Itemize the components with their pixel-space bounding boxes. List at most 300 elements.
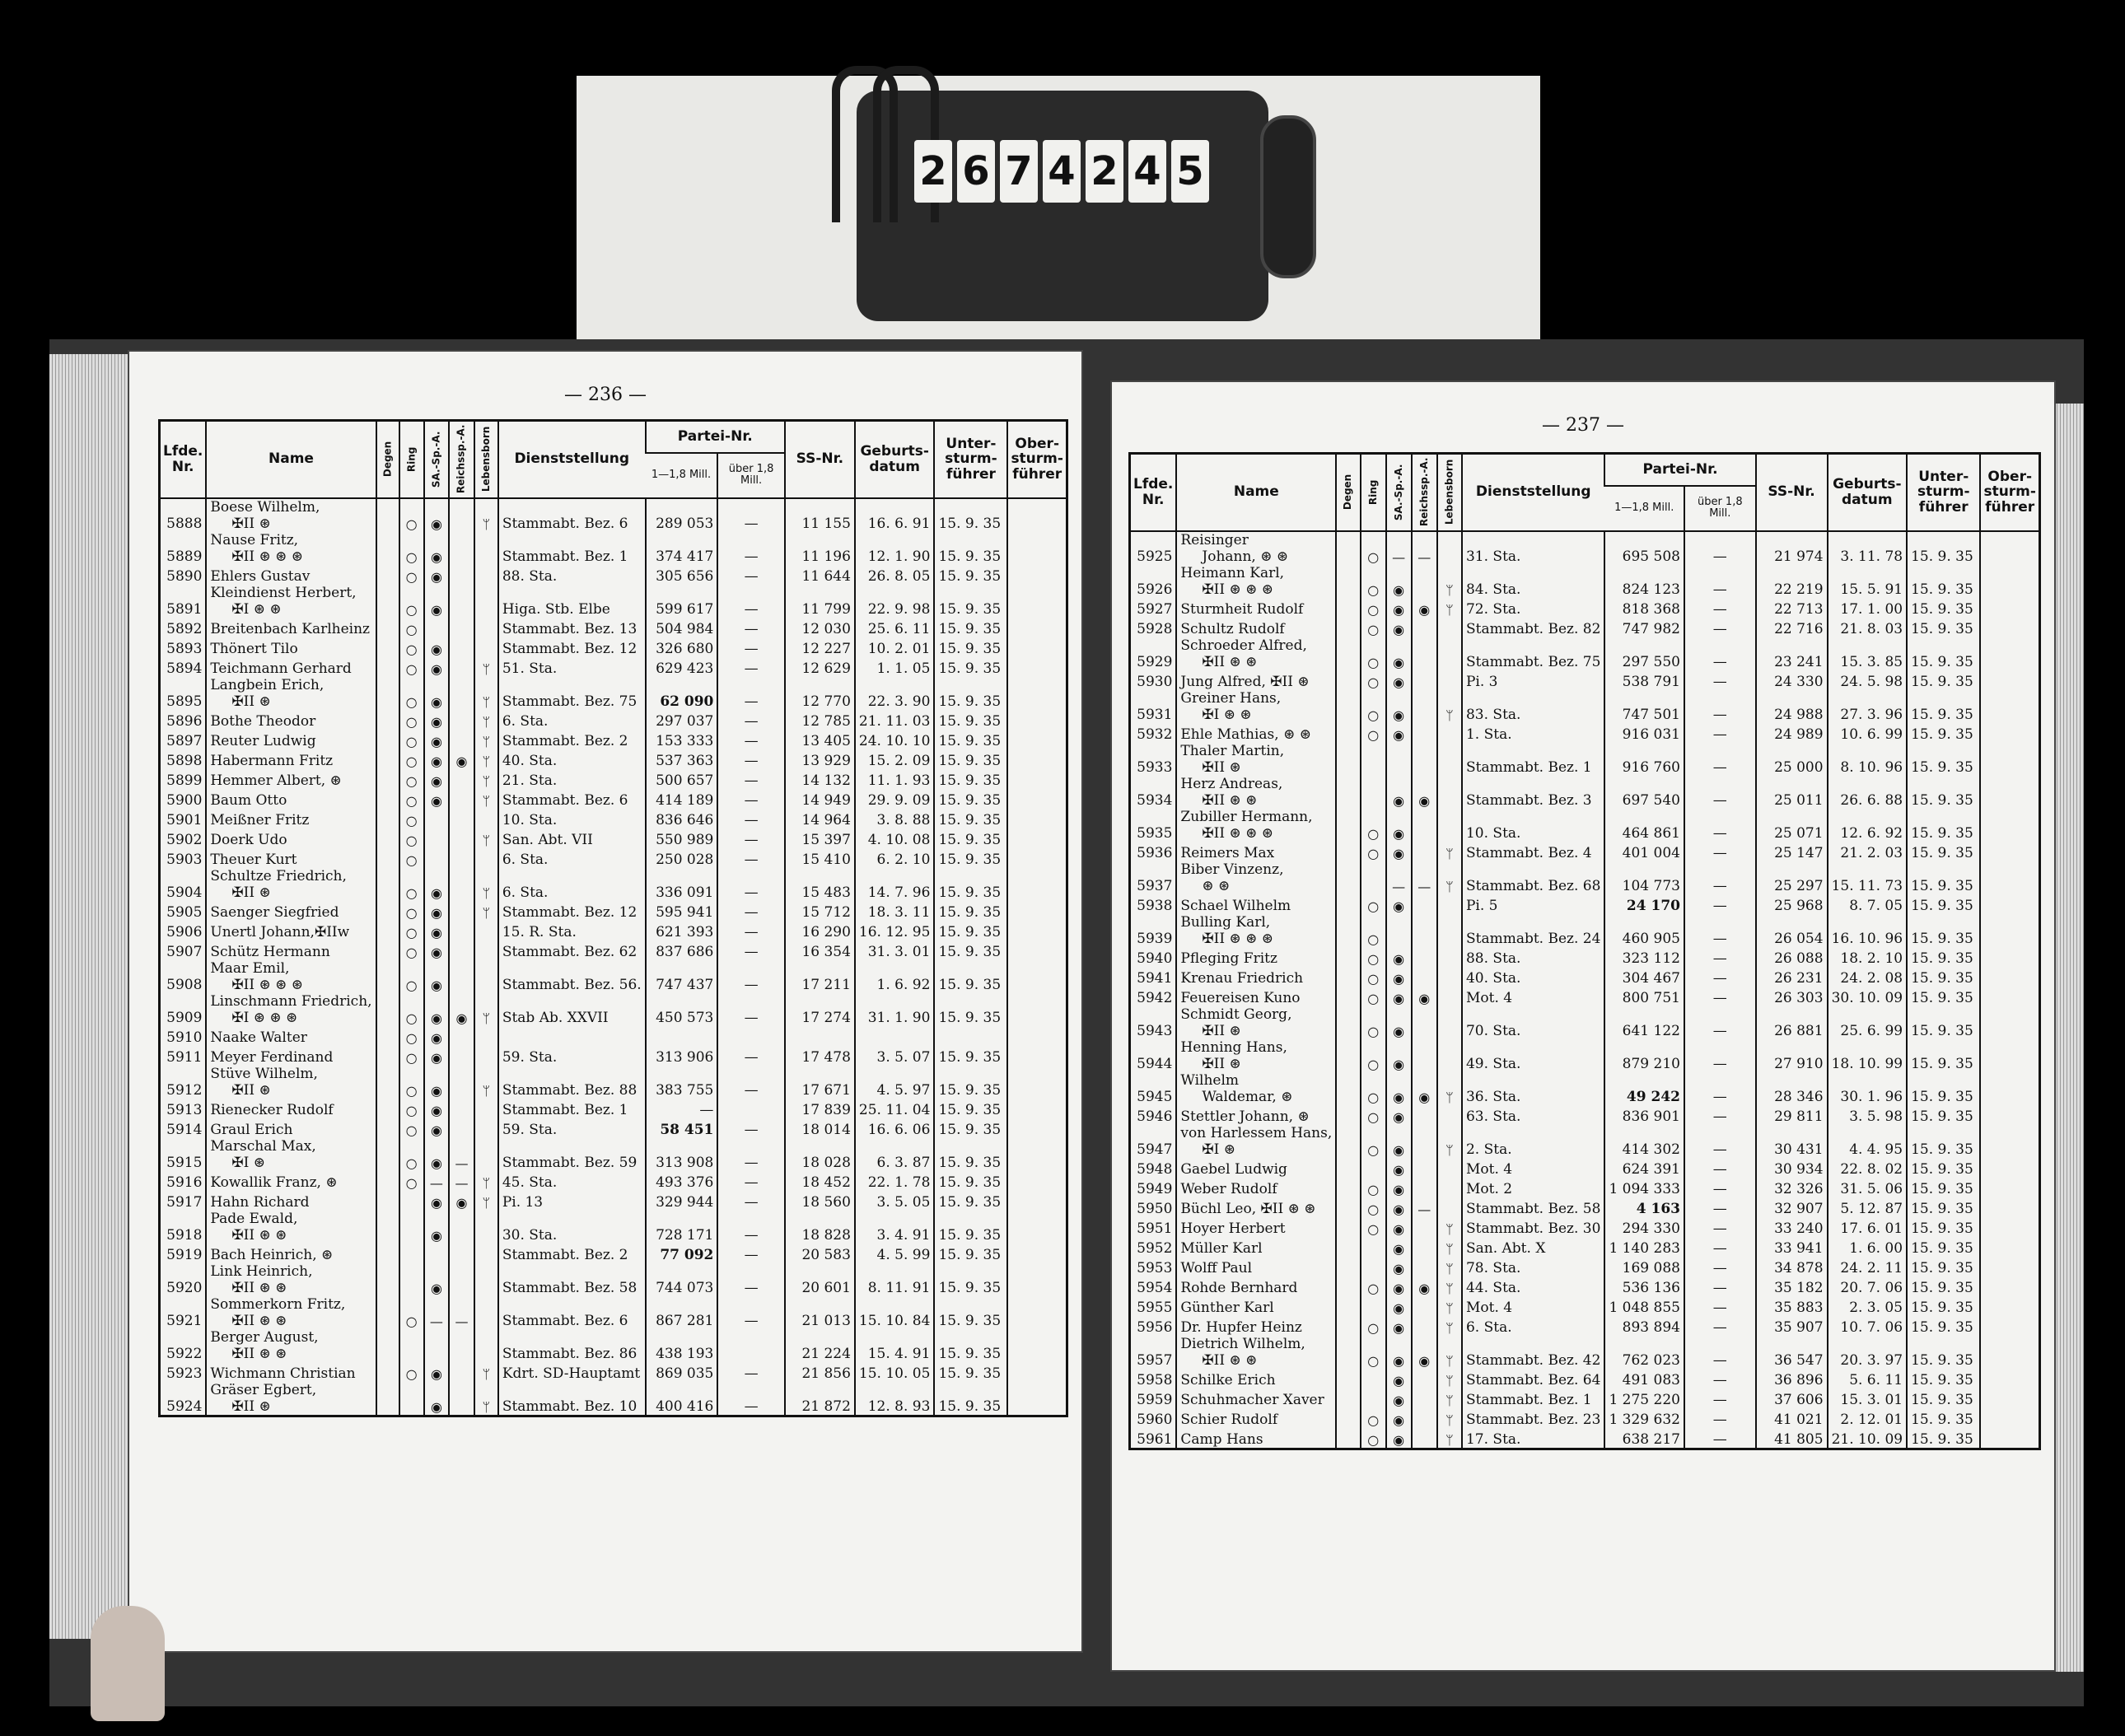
- entry-name-text: Wolff Paul: [1180, 1259, 1253, 1276]
- ss-nr: 26 881: [1756, 1006, 1828, 1039]
- oberstf-date: [1980, 1197, 2039, 1217]
- table-row: [160, 749, 1067, 769]
- header-degen: Degen: [376, 421, 399, 498]
- entry-number: 5941: [1137, 969, 1173, 987]
- ring-mark: [399, 1382, 424, 1416]
- ring-mark: ○: [399, 637, 424, 657]
- ss-nr: 22 716: [1756, 618, 1828, 637]
- degen-mark: [1336, 1072, 1361, 1105]
- sa-sportabz-mark: ◉: [424, 1263, 450, 1296]
- oberstf-date: [1980, 1408, 2039, 1428]
- counter-knob: [1260, 115, 1316, 278]
- reichssportabz-mark: [449, 1026, 474, 1046]
- entry-name: [1176, 670, 1336, 690]
- entry-name: [206, 532, 376, 565]
- ring-mark: [1361, 776, 1386, 809]
- entry-number: 5930: [1137, 673, 1173, 690]
- reichssportabz-mark: [449, 1099, 474, 1118]
- dienststellung: Stammabt. Bez. 75: [1462, 637, 1604, 670]
- ss-nr: 23 241: [1756, 637, 1828, 670]
- partei-nr-2: —: [717, 532, 784, 565]
- unterstf-date: 15. 9. 35: [934, 710, 1007, 730]
- table-row: [1130, 914, 2040, 947]
- partei-nr-2: —: [1684, 914, 1756, 947]
- partei-nr-1: 297 550: [1604, 637, 1684, 670]
- entry-name-text: Herz Andreas,: [1180, 775, 1283, 792]
- ss-nr: 26 054: [1756, 914, 1828, 947]
- oberstf-date: [1980, 809, 2039, 842]
- ring-mark: ○: [1361, 1039, 1386, 1072]
- sa-sportabz-mark: ◉: [1386, 1039, 1412, 1072]
- entry-name-text: Naake Walter: [210, 1029, 307, 1046]
- lebensborn-mark: [474, 960, 498, 993]
- reichssportabz-mark: [449, 730, 474, 749]
- unterstf-date: 15. 9. 35: [1907, 1217, 1980, 1237]
- table-row: [160, 940, 1067, 960]
- reichssportabz-mark: [1412, 637, 1437, 670]
- partei-nr-1: 537 363: [646, 749, 718, 769]
- oberstf-date: [1007, 1211, 1067, 1244]
- entry-name-text: Krenau Friedrich: [1180, 969, 1304, 987]
- entry-number: 5954: [1137, 1279, 1173, 1296]
- dienststellung: Pi. 13: [498, 1191, 646, 1211]
- ring-mark: ○: [1361, 1316, 1386, 1336]
- entry-name: [1176, 987, 1336, 1006]
- entry-number: 5904: [166, 884, 203, 901]
- geburtsdatum: 20. 3. 97: [1828, 1336, 1908, 1369]
- oberstf-date: [1980, 1276, 2039, 1296]
- table-row: [1130, 1316, 2040, 1336]
- ring-mark: ○: [1361, 1336, 1386, 1369]
- entry-number: 5960: [1137, 1411, 1173, 1428]
- dienststellung: [498, 1026, 646, 1046]
- sa-sportabz-mark: ◉: [424, 789, 450, 809]
- entry-number: 5935: [1137, 824, 1173, 842]
- partei-nr-1: 49 242: [1604, 1072, 1684, 1105]
- lebensborn-mark: ᛘ: [1437, 1388, 1462, 1408]
- partei-nr-2: —: [717, 848, 784, 868]
- lebensborn-mark: [1437, 1197, 1462, 1217]
- unterstf-date: 15. 9. 35: [1907, 1296, 1980, 1316]
- partei-nr-2: —: [1684, 1428, 1756, 1449]
- entry-name: [1176, 1369, 1336, 1388]
- partei-nr-2: —: [1684, 894, 1756, 914]
- degen-mark: [376, 637, 399, 657]
- partei-nr-1: —: [646, 1099, 718, 1118]
- reichssportabz-mark: [1412, 690, 1437, 723]
- entry-name: [206, 1118, 376, 1138]
- sa-sportabz-mark: ◉: [1386, 1217, 1412, 1237]
- sa-sportabz-mark: ◉: [424, 657, 450, 677]
- table-row: [1130, 1006, 2040, 1039]
- geburtsdatum: 4. 4. 95: [1828, 1125, 1908, 1158]
- table-row: [160, 1066, 1067, 1099]
- entry-number: 5911: [166, 1048, 203, 1066]
- table-row: [1130, 690, 2040, 723]
- sa-sportabz-mark: [424, 848, 450, 868]
- partei-nr-1: 450 573: [646, 993, 718, 1026]
- partei-nr-2: —: [1684, 861, 1756, 894]
- table-row: [160, 1099, 1067, 1118]
- degen-mark: [376, 1099, 399, 1118]
- dienststellung: Mot. 4: [1462, 1296, 1604, 1316]
- unterstf-date: 15. 9. 35: [934, 1296, 1007, 1329]
- degen-mark: [1336, 1178, 1361, 1197]
- reichssportabz-mark: [1412, 914, 1437, 947]
- degen-mark: [1336, 723, 1361, 743]
- geburtsdatum: 3. 8. 88: [855, 809, 935, 828]
- reichssportabz-mark: [1412, 1237, 1437, 1257]
- oberstf-date: [1980, 1039, 2039, 1072]
- sa-sportabz-mark: ◉: [1386, 637, 1412, 670]
- header-unterstf: Unter-sturm-führer: [934, 421, 1007, 498]
- header-partei-sub1: 1—1,8 Mill.: [1604, 486, 1684, 530]
- reichssportabz-mark: ◉: [449, 993, 474, 1026]
- lebensborn-mark: ᛘ: [1437, 1369, 1462, 1388]
- ring-mark: ○: [1361, 565, 1386, 598]
- ring-mark: ○: [399, 940, 424, 960]
- sa-sportabz-mark: ◉: [1386, 1316, 1412, 1336]
- oberstf-date: [1007, 585, 1067, 618]
- ring-mark: ○: [1361, 1006, 1386, 1039]
- dienststellung: Stammabt. Bez. 10: [498, 1382, 646, 1416]
- entry-number: 5892: [166, 620, 203, 637]
- table-row: [1130, 1428, 2040, 1449]
- entry-name: [206, 769, 376, 789]
- sa-sportabz-mark: [424, 1329, 450, 1362]
- partei-nr-1: 538 791: [1604, 670, 1684, 690]
- entry-name: [206, 993, 376, 1026]
- unterstf-date: 15. 9. 35: [1907, 1428, 1980, 1449]
- ss-nr: 24 988: [1756, 690, 1828, 723]
- degen-mark: [376, 677, 399, 710]
- geburtsdatum: 3. 4. 91: [855, 1211, 935, 1244]
- entry-name: [1176, 1105, 1336, 1125]
- reichssportabz-mark: [449, 585, 474, 618]
- ring-mark: [1361, 1296, 1386, 1316]
- ring-mark: ○: [1361, 809, 1386, 842]
- header-partei-sub2: über 1,8 Mill.: [717, 453, 784, 497]
- unterstf-date: 15. 9. 35: [1907, 743, 1980, 776]
- geburtsdatum: 5. 12. 87: [1828, 1197, 1908, 1217]
- sa-sportabz-mark: ◉: [1386, 1178, 1412, 1197]
- table-row: [160, 960, 1067, 993]
- partei-nr-1: 323 112: [1604, 947, 1684, 967]
- oberstf-date: [1007, 921, 1067, 940]
- sa-sportabz-mark: ◉: [424, 1362, 450, 1382]
- ring-mark: ○: [1361, 1072, 1386, 1105]
- degen-mark: [376, 848, 399, 868]
- lebensborn-mark: [474, 1046, 498, 1066]
- reichssportabz-mark: [1412, 1408, 1437, 1428]
- entry-number: 5949: [1137, 1180, 1173, 1197]
- ss-nr: 21 856: [785, 1362, 855, 1382]
- entry-number: 5926: [1137, 581, 1173, 598]
- geburtsdatum: 17. 6. 01: [1828, 1217, 1908, 1237]
- entry-name-text: Wichmann Christian: [210, 1365, 356, 1382]
- ring-mark: ○: [1361, 670, 1386, 690]
- entry-number: 5898: [166, 752, 203, 769]
- degen-mark: [1336, 1276, 1361, 1296]
- ss-nr: 27 910: [1756, 1039, 1828, 1072]
- ss-nr: 24 989: [1756, 723, 1828, 743]
- tally-counter: [857, 91, 1268, 321]
- entry-awards: Johann, ⊛ ⊛: [1202, 548, 1289, 565]
- partei-nr-1: 297 037: [646, 710, 718, 730]
- partei-nr-2: —: [717, 993, 784, 1026]
- table-row: [160, 637, 1067, 657]
- degen-mark: [376, 1263, 399, 1296]
- partei-nr-1: 747 982: [1604, 618, 1684, 637]
- table-row: [1130, 531, 2040, 565]
- dienststellung: Stammabt. Bez. 88: [498, 1066, 646, 1099]
- dienststellung: 1. Sta.: [1462, 723, 1604, 743]
- ss-nr: 18 028: [785, 1138, 855, 1171]
- partei-nr-2: —: [717, 789, 784, 809]
- ring-mark: ○: [399, 730, 424, 749]
- sa-sportabz-mark: ◉: [1386, 1369, 1412, 1388]
- degen-mark: [376, 657, 399, 677]
- ss-nr: 21 013: [785, 1296, 855, 1329]
- sa-sportabz-mark: [1386, 914, 1412, 947]
- entry-name: [1176, 1125, 1336, 1158]
- oberstf-date: [1007, 993, 1067, 1026]
- unterstf-date: 15. 9. 35: [934, 940, 1007, 960]
- ring-mark: ○: [399, 1046, 424, 1066]
- oberstf-date: [1980, 743, 2039, 776]
- ss-nr: 11 799: [785, 585, 855, 618]
- oberstf-date: [1007, 730, 1067, 749]
- geburtsdatum: 31. 3. 01: [855, 940, 935, 960]
- partei-nr-1: 879 210: [1604, 1039, 1684, 1072]
- entry-name: [206, 1171, 376, 1191]
- partei-nr-2: —: [717, 1296, 784, 1329]
- geburtsdatum: 22. 1. 78: [855, 1171, 935, 1191]
- register-table-right: [1128, 452, 2041, 1450]
- dienststellung: Stammabt. Bez. 1: [498, 1099, 646, 1118]
- entry-number: 5915: [166, 1154, 203, 1171]
- entry-number: 5921: [166, 1312, 203, 1329]
- table-row: [1130, 723, 2040, 743]
- entry-name: [1176, 914, 1336, 947]
- lebensborn-mark: [474, 1026, 498, 1046]
- dienststellung: Stammabt. Bez. 4: [1462, 842, 1604, 861]
- sa-sportabz-mark: ◉: [1386, 1276, 1412, 1296]
- lebensborn-mark: ᛘ: [1437, 598, 1462, 618]
- partei-nr-1: 4 163: [1604, 1197, 1684, 1217]
- entry-number: 5896: [166, 712, 203, 730]
- entry-name-text: Stüve Wilhelm,: [210, 1065, 318, 1082]
- lebensborn-mark: ᛘ: [1437, 1072, 1462, 1105]
- table-row: [160, 618, 1067, 637]
- reichssportabz-mark: —: [1412, 861, 1437, 894]
- partei-nr-2: —: [1684, 618, 1756, 637]
- header-ss-nr: SS-Nr.: [785, 421, 855, 498]
- dienststellung: Pi. 3: [1462, 670, 1604, 690]
- entry-number: 5956: [1137, 1318, 1173, 1336]
- entry-number: 5925: [1137, 548, 1173, 565]
- reichssportabz-mark: [449, 1329, 474, 1362]
- entry-name: [1176, 1039, 1336, 1072]
- entry-number: 5946: [1137, 1108, 1173, 1125]
- partei-nr-1: 747 501: [1604, 690, 1684, 723]
- oberstf-date: [1980, 531, 2039, 565]
- degen-mark: [376, 710, 399, 730]
- sa-sportabz-mark: ◉: [424, 901, 450, 921]
- oberstf-date: [1980, 967, 2039, 987]
- ss-nr: 30 431: [1756, 1125, 1828, 1158]
- dienststellung: Higa. Stb. Elbe: [498, 585, 646, 618]
- reichssportabz-mark: [449, 769, 474, 789]
- entry-number: 5947: [1137, 1141, 1173, 1158]
- ss-nr: 22 219: [1756, 565, 1828, 598]
- entry-name: [206, 921, 376, 940]
- ring-mark: ○: [399, 657, 424, 677]
- oberstf-date: [1007, 901, 1067, 921]
- dienststellung: Mot. 2: [1462, 1178, 1604, 1197]
- dienststellung: 59. Sta.: [498, 1046, 646, 1066]
- oberstf-date: [1980, 1296, 2039, 1316]
- geburtsdatum: [855, 1026, 935, 1046]
- entry-name-text: Jung Alfred, ✠II ⊛: [1180, 673, 1310, 690]
- oberstf-date: [1007, 1066, 1067, 1099]
- entry-name-text: Pfleging Fritz: [1180, 950, 1277, 967]
- ss-nr: 36 896: [1756, 1369, 1828, 1388]
- sa-sportabz-mark: ◉: [424, 1211, 450, 1244]
- sa-sportabz-mark: ◉: [424, 940, 450, 960]
- dienststellung: 51. Sta.: [498, 657, 646, 677]
- partei-nr-1: 550 989: [646, 828, 718, 848]
- table-row: [1130, 1217, 2040, 1237]
- dienststellung: Kdrt. SD-Hauptamt: [498, 1362, 646, 1382]
- reichssportabz-mark: [1412, 809, 1437, 842]
- entry-number: 5905: [166, 903, 203, 921]
- table-row: [1130, 861, 2040, 894]
- table-row: [1130, 670, 2040, 690]
- table-row: [1130, 987, 2040, 1006]
- ring-mark: ○: [1361, 723, 1386, 743]
- lebensborn-mark: ᛘ: [1437, 1316, 1462, 1336]
- partei-nr-2: —: [1684, 1039, 1756, 1072]
- entry-number: 5890: [166, 567, 203, 585]
- entry-name-text: Sommerkorn Fritz,: [210, 1295, 346, 1313]
- reichssportabz-mark: [449, 1066, 474, 1099]
- lebensborn-mark: [474, 809, 498, 828]
- unterstf-date: 15. 9. 35: [1907, 618, 1980, 637]
- lebensborn-mark: ᛘ: [1437, 1296, 1462, 1316]
- degen-mark: [1336, 914, 1361, 947]
- dienststellung: 83. Sta.: [1462, 690, 1604, 723]
- geburtsdatum: 14. 7. 96: [855, 868, 935, 901]
- entry-name-text: Müller Karl: [1180, 1239, 1263, 1257]
- lebensborn-mark: [1437, 809, 1462, 842]
- unterstf-date: 15. 9. 35: [1907, 690, 1980, 723]
- partei-nr-1: 383 755: [646, 1066, 718, 1099]
- ss-nr: 25 011: [1756, 776, 1828, 809]
- table-row: [1130, 598, 2040, 618]
- table-row: [1130, 1039, 2040, 1072]
- ring-mark: [399, 1211, 424, 1244]
- degen-mark: [376, 730, 399, 749]
- table-row: [1130, 618, 2040, 637]
- degen-mark: [376, 1329, 399, 1362]
- geburtsdatum: 21. 11. 03: [855, 710, 935, 730]
- partei-nr-1: 336 091: [646, 868, 718, 901]
- entry-name-text: Ehle Mathias, ⊛ ⊛: [1180, 726, 1311, 743]
- oberstf-date: [1007, 1329, 1067, 1362]
- oberstf-date: [1007, 848, 1067, 868]
- entry-name: [206, 940, 376, 960]
- partei-nr-1: 824 123: [1604, 565, 1684, 598]
- oberstf-date: [1980, 1006, 2039, 1039]
- sa-sportabz-mark: ◉: [424, 730, 450, 749]
- entry-name-text: Baum Otto: [210, 791, 287, 809]
- degen-mark: [1336, 598, 1361, 618]
- reichssportabz-mark: [449, 901, 474, 921]
- partei-nr-2: —: [1684, 1369, 1756, 1388]
- unterstf-date: 15. 9. 35: [934, 1118, 1007, 1138]
- ring-mark: ○: [399, 710, 424, 730]
- dienststellung: 45. Sta.: [498, 1171, 646, 1191]
- geburtsdatum: 24. 2. 11: [1828, 1257, 1908, 1276]
- ss-nr: 15 410: [785, 848, 855, 868]
- unterstf-date: 15. 9. 35: [934, 1066, 1007, 1099]
- entry-name: [206, 1362, 376, 1382]
- lebensborn-mark: [474, 565, 498, 585]
- entry-name-text: Kowallik Franz, ⊛: [210, 1174, 338, 1191]
- reichssportabz-mark: [449, 960, 474, 993]
- sa-sportabz-mark: ◉: [1386, 1388, 1412, 1408]
- reichssportabz-mark: [449, 868, 474, 901]
- oberstf-date: [1980, 1336, 2039, 1369]
- ss-nr: 18 452: [785, 1171, 855, 1191]
- geburtsdatum: 18. 10. 99: [1828, 1039, 1908, 1072]
- dienststellung: Mot. 4: [1462, 987, 1604, 1006]
- entry-number: 5931: [1137, 706, 1173, 723]
- geburtsdatum: 25. 6. 99: [1828, 1006, 1908, 1039]
- ss-nr: 12 227: [785, 637, 855, 657]
- partei-nr-1: 697 540: [1604, 776, 1684, 809]
- degen-mark: [1336, 1125, 1361, 1158]
- ss-nr: 25 968: [1756, 894, 1828, 914]
- unterstf-date: 15. 9. 35: [934, 901, 1007, 921]
- table-row: [1130, 637, 2040, 670]
- ring-mark: ○: [1361, 894, 1386, 914]
- partei-nr-1: 641 122: [1604, 1006, 1684, 1039]
- entry-name-text: Maar Emil,: [210, 959, 290, 977]
- partei-nr-2: —: [1684, 1006, 1756, 1039]
- dienststellung: Stammabt. Bez. 64: [1462, 1369, 1604, 1388]
- geburtsdatum: 8. 11. 91: [855, 1263, 935, 1296]
- unterstf-date: 15. 9. 35: [934, 1329, 1007, 1362]
- degen-mark: [376, 532, 399, 565]
- entry-name-text: Hahn Richard: [210, 1193, 310, 1211]
- table-row: [160, 1362, 1067, 1382]
- ss-nr: 13 929: [785, 749, 855, 769]
- sa-sportabz-mark: ◉: [1386, 1072, 1412, 1105]
- entry-name: [206, 1263, 376, 1296]
- reichssportabz-mark: [1412, 1316, 1437, 1336]
- geburtsdatum: 8. 10. 96: [1828, 743, 1908, 776]
- entry-name: [1176, 776, 1336, 809]
- entry-name-text: Schael Wilhelm: [1180, 897, 1291, 914]
- partei-nr-1: 305 656: [646, 565, 718, 585]
- reichssportabz-mark: [449, 848, 474, 868]
- entry-name: [1176, 723, 1336, 743]
- ring-mark: [399, 1263, 424, 1296]
- ring-mark: [1361, 1369, 1386, 1388]
- reichssportabz-mark: [1412, 894, 1437, 914]
